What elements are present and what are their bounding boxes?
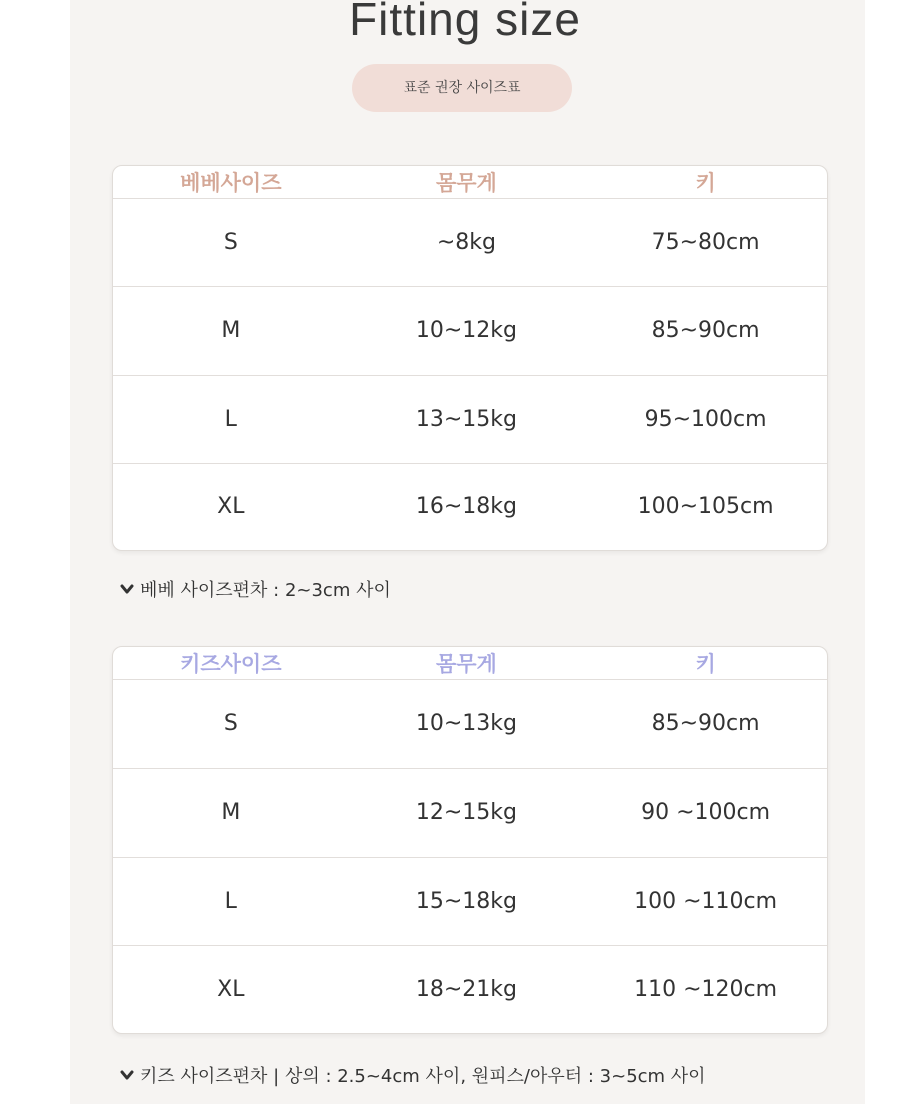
chevron-down-icon [120, 1068, 134, 1082]
cell-weight: 18~21kg [415, 977, 517, 1003]
header-weight: 몸무게 [349, 166, 585, 199]
cell-height: 95~100cm [584, 375, 827, 463]
cell-size: XL [217, 977, 245, 1003]
cell-size: L [113, 857, 349, 946]
page-title: Fitting size [349, 0, 581, 45]
cell-height: 75~80cm [584, 199, 827, 287]
kids-size-note-text: 키즈 사이즈편차 | 상의 : 2.5~4cm 사이, 원피스/아우터 : 3~5cm 사이 [140, 1066, 706, 1087]
cell-size: XL [217, 494, 245, 520]
table-row [113, 680, 827, 769]
baby-size-note [120, 576, 391, 602]
cell-height: 110 ~120cm [634, 977, 778, 1003]
header-size: 베베사이즈 [113, 166, 349, 199]
cell-size: M [113, 768, 349, 857]
kids-size-table-card [112, 646, 828, 1034]
kids-size-table [113, 647, 827, 1033]
table-row [113, 768, 827, 857]
baby-size-table-card [112, 165, 828, 551]
cell-weight: 10~12kg [349, 287, 585, 375]
cell-weight: 13~15kg [349, 375, 585, 463]
table-row [113, 946, 827, 1033]
cell-height: 85~90cm [584, 680, 827, 769]
cell-weight: 10~13kg [349, 680, 585, 769]
cell-weight: 12~15kg [349, 768, 585, 857]
table-row [113, 199, 827, 287]
table-row [113, 287, 827, 375]
baby-size-note-text: 베베 사이즈편차 : 2~3cm 사이 [140, 580, 391, 601]
table-row [113, 375, 827, 463]
header-weight: 몸무게 [349, 647, 585, 680]
cell-size: L [113, 375, 349, 463]
table-header-row [113, 647, 827, 680]
badge-label: 표준 권장 사이즈표 [403, 80, 521, 96]
cell-size: S [113, 680, 349, 769]
chevron-down-icon [120, 582, 134, 596]
table-row [113, 857, 827, 946]
size-chart-badge [352, 64, 572, 112]
cell-height: 85~90cm [584, 287, 827, 375]
baby-size-table [113, 166, 827, 550]
table-row [113, 463, 827, 550]
cell-height: 100 ~110cm [584, 857, 827, 946]
cell-size: S [113, 199, 349, 287]
table-header-row [113, 166, 827, 199]
cell-weight: 16~18kg [415, 494, 517, 520]
cell-height: 90 ~100cm [584, 768, 827, 857]
kids-size-note [120, 1062, 706, 1088]
header-height: 키 [584, 166, 827, 199]
header-size: 키즈사이즈 [113, 647, 349, 680]
header-height: 키 [584, 647, 827, 680]
cell-size: M [113, 287, 349, 375]
cell-weight: 15~18kg [349, 857, 585, 946]
cell-weight: ~8kg [349, 199, 585, 287]
cell-height: 100~105cm [637, 494, 774, 520]
